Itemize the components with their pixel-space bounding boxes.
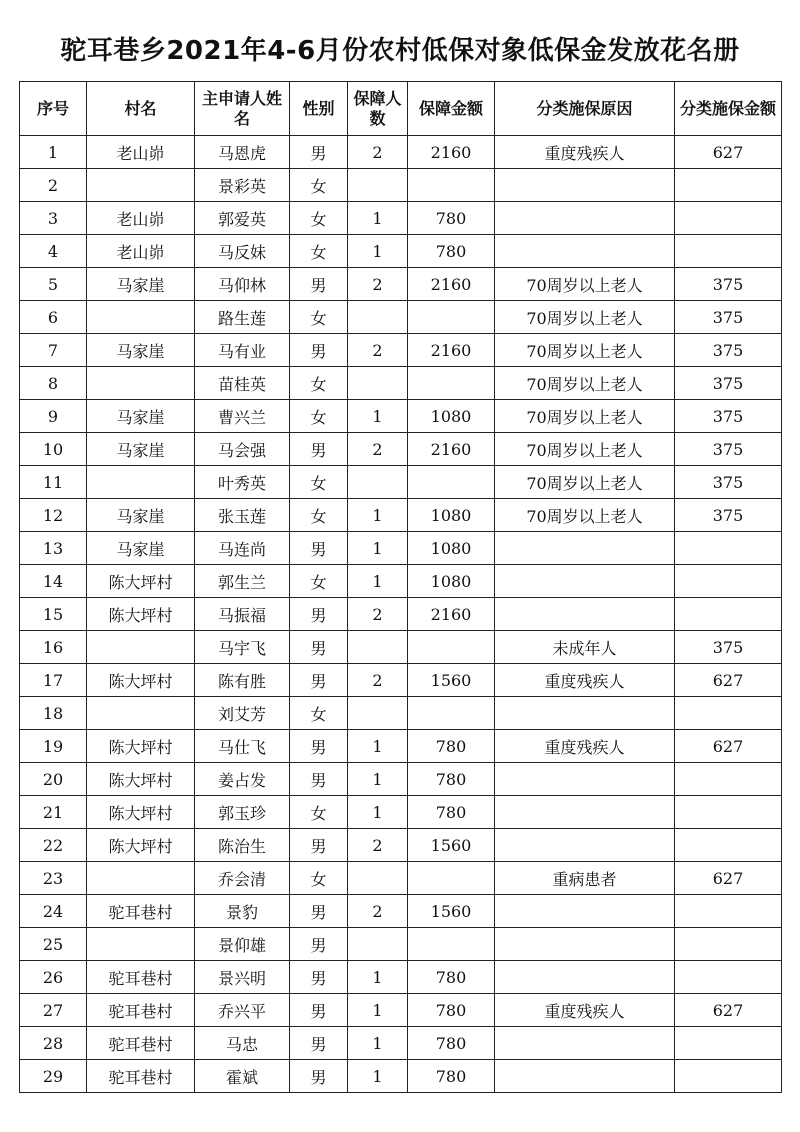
table-row	[20, 400, 782, 433]
table-row	[20, 433, 782, 466]
cell-extra-amount	[675, 697, 782, 730]
cell-extra-amount: 375	[675, 466, 782, 499]
cell-applicant: 景豹	[195, 895, 290, 928]
cell-amount: 780	[408, 796, 495, 829]
header-sex: 性别	[290, 82, 348, 136]
cell-village: 老山峁	[87, 202, 195, 235]
cell-village: 马家崖	[87, 433, 195, 466]
cell-extra-amount	[675, 169, 782, 202]
cell-applicant: 郭玉珍	[195, 796, 290, 829]
cell-sex: 男	[290, 895, 348, 928]
cell-amount: 1080	[408, 400, 495, 433]
cell-extra-amount	[675, 1027, 782, 1060]
cell-persons: 2	[348, 334, 408, 367]
cell-reason	[495, 961, 675, 994]
cell-applicant: 刘艾芳	[195, 697, 290, 730]
cell-no: 25	[20, 928, 87, 961]
cell-no: 28	[20, 1027, 87, 1060]
cell-village	[87, 862, 195, 895]
cell-persons	[348, 697, 408, 730]
cell-reason	[495, 565, 675, 598]
cell-extra-amount: 375	[675, 433, 782, 466]
cell-no: 13	[20, 532, 87, 565]
cell-village: 陈大坪村	[87, 829, 195, 862]
cell-persons: 1	[348, 1060, 408, 1093]
cell-amount: 780	[408, 994, 495, 1027]
cell-sex: 男	[290, 994, 348, 1027]
cell-applicant: 马恩虎	[195, 136, 290, 169]
cell-no: 5	[20, 268, 87, 301]
cell-extra-amount	[675, 235, 782, 268]
cell-amount: 780	[408, 961, 495, 994]
table-row	[20, 301, 782, 334]
cell-amount: 780	[408, 1060, 495, 1093]
cell-no: 27	[20, 994, 87, 1027]
cell-village: 驼耳巷村	[87, 1027, 195, 1060]
cell-no: 12	[20, 499, 87, 532]
table-row	[20, 763, 782, 796]
cell-sex: 男	[290, 928, 348, 961]
cell-amount	[408, 169, 495, 202]
cell-village: 马家崖	[87, 268, 195, 301]
cell-amount: 1080	[408, 565, 495, 598]
table-row	[20, 829, 782, 862]
cell-applicant: 曹兴兰	[195, 400, 290, 433]
cell-applicant: 马反妹	[195, 235, 290, 268]
cell-persons: 2	[348, 433, 408, 466]
cell-village: 陈大坪村	[87, 763, 195, 796]
cell-extra-amount	[675, 895, 782, 928]
table-row	[20, 730, 782, 763]
cell-persons: 2	[348, 664, 408, 697]
cell-amount: 780	[408, 1027, 495, 1060]
cell-sex: 女	[290, 796, 348, 829]
table-row	[20, 136, 782, 169]
cell-persons	[348, 301, 408, 334]
cell-reason	[495, 829, 675, 862]
cell-applicant: 乔兴平	[195, 994, 290, 1027]
cell-village: 驼耳巷村	[87, 895, 195, 928]
cell-reason: 重度残疾人	[495, 994, 675, 1027]
cell-persons: 1	[348, 202, 408, 235]
cell-reason	[495, 796, 675, 829]
cell-reason	[495, 235, 675, 268]
cell-amount	[408, 862, 495, 895]
cell-reason	[495, 1060, 675, 1093]
cell-reason: 重度残疾人	[495, 136, 675, 169]
cell-applicant: 郭生兰	[195, 565, 290, 598]
cell-sex: 男	[290, 1027, 348, 1060]
cell-persons: 1	[348, 961, 408, 994]
cell-sex: 女	[290, 169, 348, 202]
cell-sex: 女	[290, 301, 348, 334]
cell-sex: 女	[290, 862, 348, 895]
table-row	[20, 928, 782, 961]
cell-village: 老山峁	[87, 235, 195, 268]
cell-extra-amount	[675, 763, 782, 796]
cell-amount	[408, 367, 495, 400]
cell-village	[87, 928, 195, 961]
cell-no: 29	[20, 1060, 87, 1093]
cell-applicant: 叶秀英	[195, 466, 290, 499]
cell-village	[87, 466, 195, 499]
table-row	[20, 202, 782, 235]
cell-amount	[408, 301, 495, 334]
cell-sex: 男	[290, 631, 348, 664]
cell-reason	[495, 1027, 675, 1060]
cell-sex: 男	[290, 664, 348, 697]
cell-persons: 1	[348, 235, 408, 268]
cell-village: 陈大坪村	[87, 730, 195, 763]
cell-village: 老山峁	[87, 136, 195, 169]
cell-persons: 1	[348, 532, 408, 565]
cell-persons: 1	[348, 400, 408, 433]
table-row	[20, 664, 782, 697]
table-row	[20, 532, 782, 565]
cell-no: 8	[20, 367, 87, 400]
cell-no: 9	[20, 400, 87, 433]
cell-applicant: 马有业	[195, 334, 290, 367]
table-row	[20, 631, 782, 664]
table-row	[20, 499, 782, 532]
cell-extra-amount	[675, 1060, 782, 1093]
cell-no: 20	[20, 763, 87, 796]
table-row	[20, 796, 782, 829]
cell-applicant: 马连尚	[195, 532, 290, 565]
cell-village: 马家崖	[87, 499, 195, 532]
cell-sex: 男	[290, 532, 348, 565]
cell-no: 3	[20, 202, 87, 235]
cell-extra-amount	[675, 961, 782, 994]
cell-village	[87, 367, 195, 400]
cell-sex: 女	[290, 466, 348, 499]
cell-reason: 70周岁以上老人	[495, 301, 675, 334]
cell-sex: 男	[290, 334, 348, 367]
cell-amount: 780	[408, 235, 495, 268]
cell-sex: 女	[290, 235, 348, 268]
cell-persons: 1	[348, 730, 408, 763]
cell-sex: 女	[290, 202, 348, 235]
cell-reason	[495, 532, 675, 565]
table-row	[20, 1027, 782, 1060]
table-row	[20, 466, 782, 499]
header-village: 村名	[87, 82, 195, 136]
cell-extra-amount: 375	[675, 400, 782, 433]
cell-applicant: 马宇飞	[195, 631, 290, 664]
cell-sex: 男	[290, 763, 348, 796]
cell-extra-amount: 375	[675, 301, 782, 334]
table-row	[20, 1060, 782, 1093]
cell-village	[87, 631, 195, 664]
cell-extra-amount	[675, 565, 782, 598]
cell-extra-amount: 375	[675, 367, 782, 400]
cell-amount: 2160	[408, 268, 495, 301]
cell-no: 18	[20, 697, 87, 730]
cell-amount: 1560	[408, 829, 495, 862]
cell-no: 19	[20, 730, 87, 763]
cell-amount: 1080	[408, 499, 495, 532]
cell-applicant: 景仰雄	[195, 928, 290, 961]
cell-persons: 1	[348, 994, 408, 1027]
cell-village	[87, 169, 195, 202]
cell-reason: 70周岁以上老人	[495, 466, 675, 499]
cell-no: 7	[20, 334, 87, 367]
cell-sex: 男	[290, 136, 348, 169]
cell-amount: 2160	[408, 334, 495, 367]
cell-amount	[408, 466, 495, 499]
header-persons: 保障人数	[348, 82, 408, 136]
cell-applicant: 陈治生	[195, 829, 290, 862]
cell-extra-amount: 375	[675, 334, 782, 367]
cell-village: 驼耳巷村	[87, 994, 195, 1027]
cell-reason: 重度残疾人	[495, 664, 675, 697]
cell-extra-amount	[675, 796, 782, 829]
cell-extra-amount: 375	[675, 268, 782, 301]
cell-amount	[408, 631, 495, 664]
cell-extra-amount: 627	[675, 994, 782, 1027]
cell-no: 22	[20, 829, 87, 862]
cell-applicant: 马仕飞	[195, 730, 290, 763]
cell-village: 陈大坪村	[87, 598, 195, 631]
cell-applicant: 乔会清	[195, 862, 290, 895]
cell-sex: 男	[290, 433, 348, 466]
cell-amount	[408, 928, 495, 961]
cell-amount: 2160	[408, 136, 495, 169]
header-extra-amount: 分类施保金额	[675, 82, 782, 136]
table-row	[20, 169, 782, 202]
cell-extra-amount	[675, 598, 782, 631]
cell-reason: 70周岁以上老人	[495, 499, 675, 532]
cell-persons	[348, 862, 408, 895]
cell-amount: 780	[408, 202, 495, 235]
cell-no: 14	[20, 565, 87, 598]
header-no: 序号	[20, 82, 87, 136]
cell-persons: 2	[348, 268, 408, 301]
cell-reason	[495, 928, 675, 961]
table-header	[20, 82, 782, 136]
header-reason: 分类施保原因	[495, 82, 675, 136]
cell-persons: 1	[348, 796, 408, 829]
header-amount: 保障金额	[408, 82, 495, 136]
cell-village: 马家崖	[87, 400, 195, 433]
cell-sex: 女	[290, 367, 348, 400]
cell-persons	[348, 466, 408, 499]
cell-persons: 1	[348, 565, 408, 598]
table-row	[20, 994, 782, 1027]
cell-extra-amount: 627	[675, 664, 782, 697]
table-row	[20, 895, 782, 928]
cell-reason: 70周岁以上老人	[495, 367, 675, 400]
cell-persons: 2	[348, 598, 408, 631]
cell-reason	[495, 895, 675, 928]
cell-extra-amount: 627	[675, 136, 782, 169]
cell-village: 陈大坪村	[87, 565, 195, 598]
cell-persons: 2	[348, 136, 408, 169]
cell-amount: 780	[408, 730, 495, 763]
table-body	[20, 136, 782, 1093]
table-row	[20, 862, 782, 895]
cell-applicant: 马振福	[195, 598, 290, 631]
cell-amount: 780	[408, 763, 495, 796]
cell-village: 马家崖	[87, 334, 195, 367]
roster-table	[19, 81, 782, 1093]
cell-reason	[495, 202, 675, 235]
cell-applicant: 马会强	[195, 433, 290, 466]
table-row	[20, 235, 782, 268]
cell-applicant: 景兴明	[195, 961, 290, 994]
cell-no: 21	[20, 796, 87, 829]
cell-reason	[495, 697, 675, 730]
cell-persons	[348, 928, 408, 961]
cell-sex: 男	[290, 1060, 348, 1093]
cell-reason	[495, 598, 675, 631]
table-row	[20, 697, 782, 730]
cell-village: 驼耳巷村	[87, 961, 195, 994]
table-row	[20, 961, 782, 994]
cell-sex: 男	[290, 598, 348, 631]
cell-extra-amount: 375	[675, 499, 782, 532]
cell-extra-amount: 375	[675, 631, 782, 664]
cell-village: 马家崖	[87, 532, 195, 565]
table-row	[20, 598, 782, 631]
table-row	[20, 565, 782, 598]
cell-amount: 2160	[408, 598, 495, 631]
cell-applicant: 马仰林	[195, 268, 290, 301]
cell-extra-amount: 627	[675, 862, 782, 895]
cell-persons: 1	[348, 763, 408, 796]
cell-persons	[348, 169, 408, 202]
cell-persons: 2	[348, 895, 408, 928]
cell-sex: 女	[290, 565, 348, 598]
cell-amount: 2160	[408, 433, 495, 466]
cell-applicant: 苗桂英	[195, 367, 290, 400]
cell-reason: 70周岁以上老人	[495, 334, 675, 367]
cell-amount	[408, 697, 495, 730]
table-row	[20, 334, 782, 367]
cell-village	[87, 301, 195, 334]
header-row	[20, 82, 782, 136]
cell-no: 10	[20, 433, 87, 466]
cell-no: 4	[20, 235, 87, 268]
cell-persons: 2	[348, 829, 408, 862]
cell-applicant: 霍斌	[195, 1060, 290, 1093]
cell-reason: 重度残疾人	[495, 730, 675, 763]
cell-persons	[348, 367, 408, 400]
table-row	[20, 367, 782, 400]
cell-no: 2	[20, 169, 87, 202]
cell-reason: 重病患者	[495, 862, 675, 895]
cell-reason: 70周岁以上老人	[495, 433, 675, 466]
cell-reason	[495, 763, 675, 796]
cell-extra-amount	[675, 928, 782, 961]
cell-extra-amount	[675, 532, 782, 565]
cell-village	[87, 697, 195, 730]
cell-village: 陈大坪村	[87, 796, 195, 829]
cell-no: 24	[20, 895, 87, 928]
page-title: 驼耳巷乡2021年4-6月份农村低保对象低保金发放花名册	[60, 36, 740, 66]
header-applicant: 主申请人姓名	[195, 82, 290, 136]
cell-applicant: 姜占发	[195, 763, 290, 796]
cell-extra-amount	[675, 829, 782, 862]
cell-no: 26	[20, 961, 87, 994]
cell-applicant: 路生莲	[195, 301, 290, 334]
cell-no: 15	[20, 598, 87, 631]
cell-persons: 1	[348, 1027, 408, 1060]
cell-sex: 女	[290, 499, 348, 532]
cell-village: 驼耳巷村	[87, 1060, 195, 1093]
cell-extra-amount	[675, 202, 782, 235]
cell-applicant: 陈有胜	[195, 664, 290, 697]
cell-persons: 1	[348, 499, 408, 532]
cell-extra-amount: 627	[675, 730, 782, 763]
cell-amount: 1080	[408, 532, 495, 565]
cell-amount: 1560	[408, 895, 495, 928]
cell-persons	[348, 631, 408, 664]
cell-sex: 男	[290, 961, 348, 994]
cell-reason: 未成年人	[495, 631, 675, 664]
cell-sex: 男	[290, 268, 348, 301]
cell-reason: 70周岁以上老人	[495, 400, 675, 433]
cell-applicant: 景彩英	[195, 169, 290, 202]
cell-applicant: 马忠	[195, 1027, 290, 1060]
cell-sex: 女	[290, 400, 348, 433]
cell-no: 6	[20, 301, 87, 334]
cell-sex: 男	[290, 730, 348, 763]
cell-reason: 70周岁以上老人	[495, 268, 675, 301]
cell-applicant: 郭爱英	[195, 202, 290, 235]
cell-sex: 男	[290, 829, 348, 862]
cell-no: 17	[20, 664, 87, 697]
table-row	[20, 268, 782, 301]
cell-amount: 1560	[408, 664, 495, 697]
cell-reason	[495, 169, 675, 202]
cell-no: 23	[20, 862, 87, 895]
cell-sex: 女	[290, 697, 348, 730]
cell-village: 陈大坪村	[87, 664, 195, 697]
cell-no: 16	[20, 631, 87, 664]
cell-no: 11	[20, 466, 87, 499]
cell-applicant: 张玉莲	[195, 499, 290, 532]
cell-no: 1	[20, 136, 87, 169]
